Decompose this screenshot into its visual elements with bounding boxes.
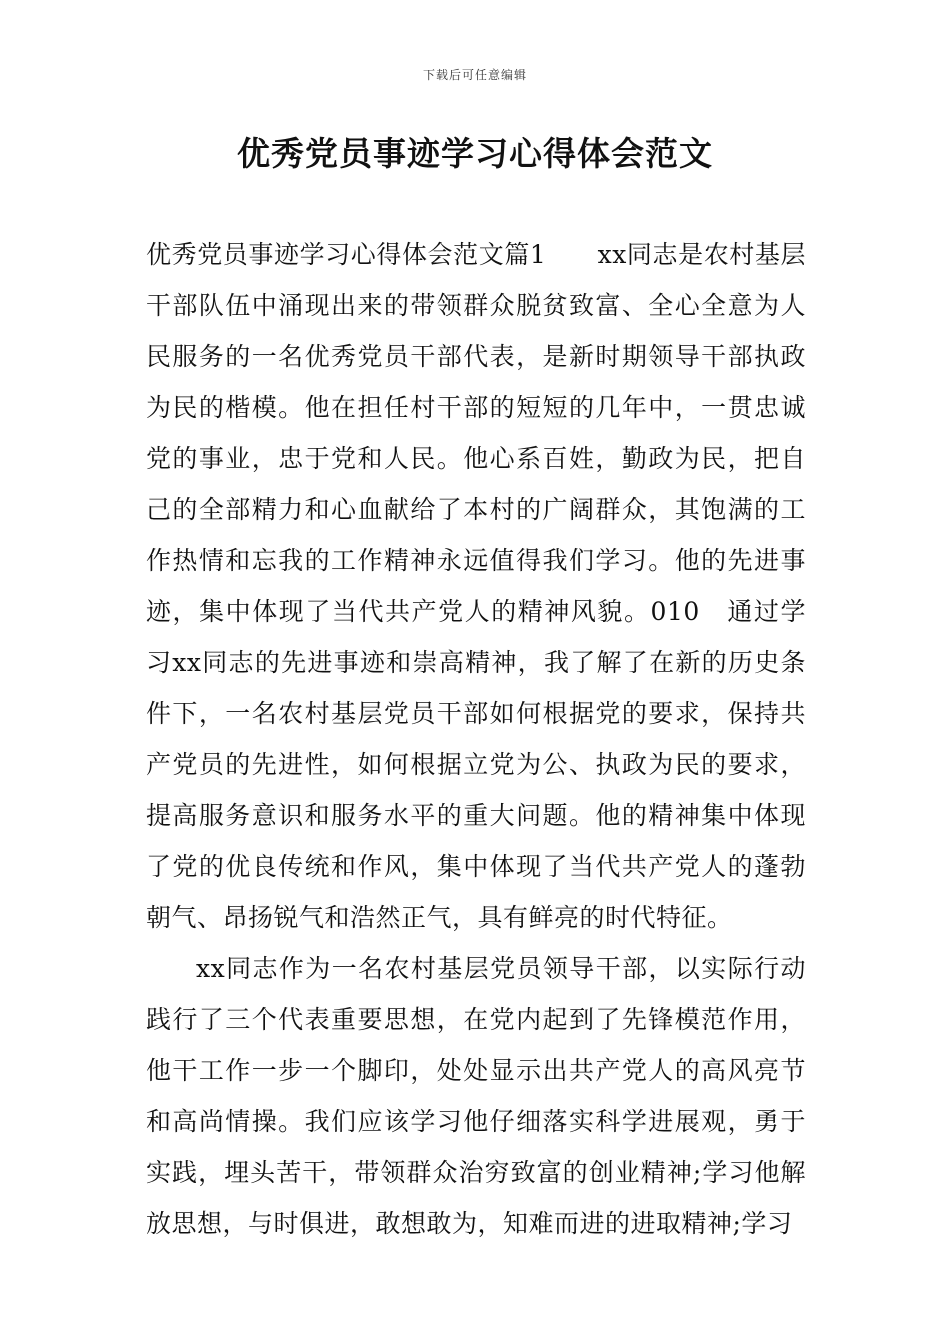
document-body [146, 229, 806, 1249]
document-title: 优秀党员事迹学习心得体会范文 [237, 134, 713, 173]
header-note: 下载后可任意编辑 [422, 68, 527, 82]
body-paragraph-1: 优秀党员事迹学习心得体会范文篇1 xx同志是农村基层干部队伍中涌现出来的带领群众脱贫致富、全心全意为人民服务的一名优秀党员干部代表，是新时期领导干部执政为民的楷模。他在担任村干部的短短的几年中，一贯忠诚党的事业，忠于党和人民。他心系百姓，勤政为民，把自己的全部精力和心血献给了本村的广阔群众，其饱满的工作热情和忘我的工作精神永远值得我们学习。他的先进事迹，集中体现了当代共产党人的精神风貌。010 通过学习xx同志的先进事迹和崇高精神，我了解了在新的历史条件下，一名农村基层党员干部如何根据党的要求，保持共产党员的先进性，如何根据立党为公、执政为民的要求，提高服务意识和服务水平的重大问题。他的精神集中体现了党的优良传统和作风，集中体现了当代共产党人的蓬勃朝气、昂扬锐气和浩然正气，具有鲜亮的时代特征。 [146, 240, 806, 932]
body-paragraph-2: xx同志作为一名农村基层党员领导干部，以实际行动践行了三个代表重要思想，在党内起到了先锋模范作用，他干工作一步一个脚印，处处显示出共产党人的高风亮节和高尚情操。我们应该学习他仔细落实科学进展观，勇于实践，埋头苦干，带领群众治穷致富的创业精神;学习他解放思想，与时俱进，敢想敢为，知难而进的进取精神;学习 [146, 954, 806, 1238]
